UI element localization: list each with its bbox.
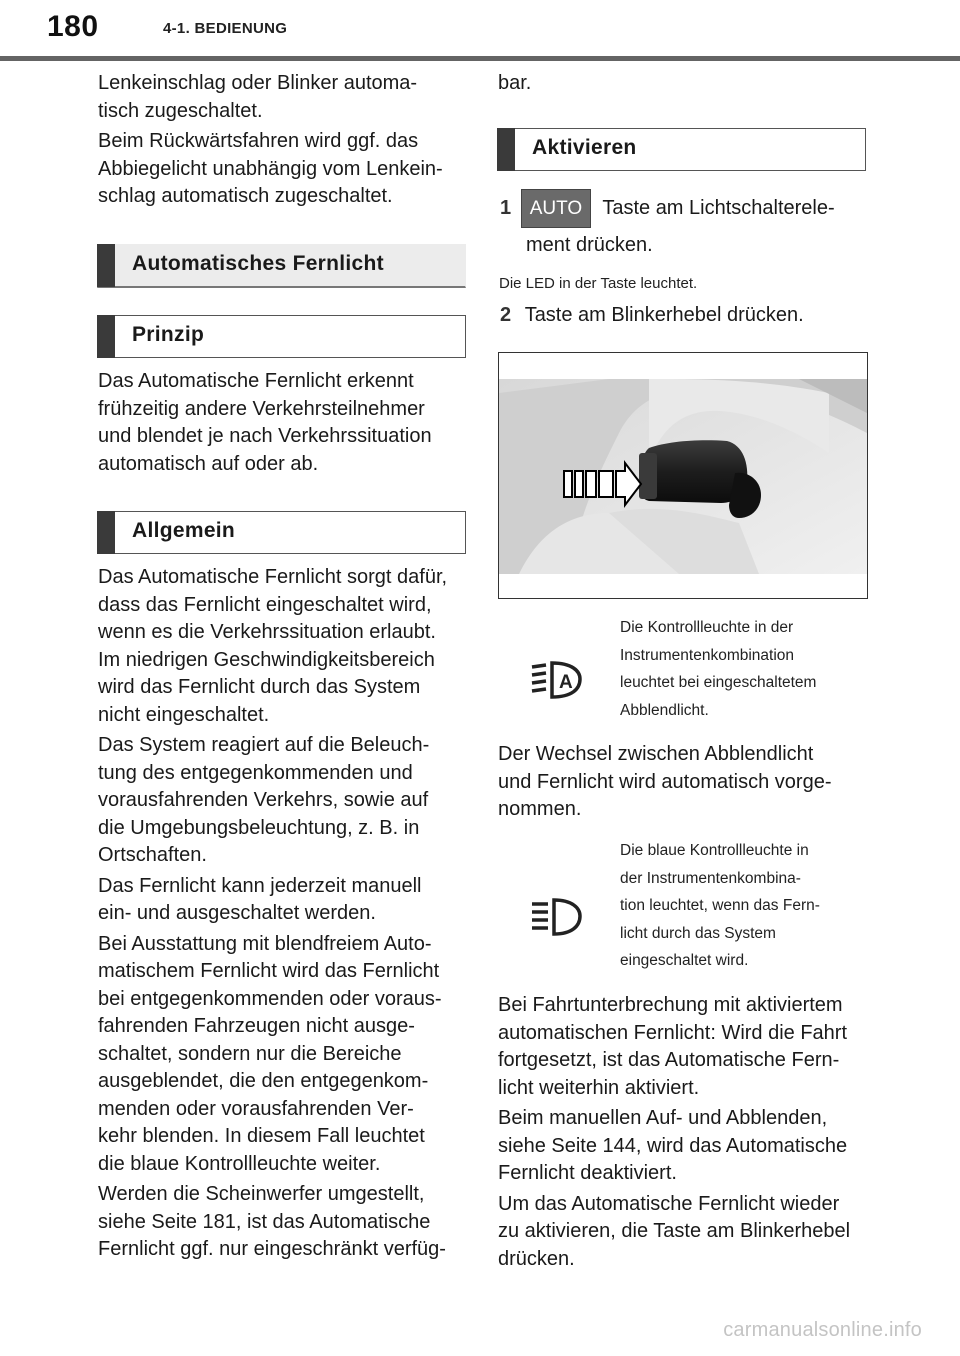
- section-heading-automatisches-fernlicht: [97, 244, 466, 288]
- text-line: die Umgebungsbeleuchtung, z. B. in: [98, 816, 420, 839]
- step-text: Taste am Blinkerhebel drücken.: [524, 304, 804, 326]
- text-line: Bei Fahrtunterbrechung mit aktiviertem: [498, 994, 843, 1016]
- auto-low-beam-icon-graphic: [528, 658, 584, 702]
- text-line: Beim manuellen Auf- und Abblenden,: [498, 1107, 828, 1129]
- text-line: Im niedrigen Geschwindigkeitsbereich: [98, 648, 435, 671]
- high-beam-indicator-icon: [530, 896, 584, 938]
- section-heading-aktivieren: [497, 128, 866, 171]
- text-line: die blaue Kontrollleuchte weiter.: [98, 1152, 381, 1175]
- text-line: und Fernlicht wird automatisch vorge-: [498, 770, 832, 793]
- text-line: Das Automatische Fernlicht erkennt: [98, 370, 414, 392]
- text-line: Beim Rückwärtsfahren wird ggf. das: [98, 130, 419, 152]
- text-line: und blendet je nach Verkehrssituation: [98, 425, 432, 447]
- watermark: carmanualsonline.info: [723, 1319, 922, 1341]
- heading-bar: [97, 315, 115, 358]
- caption-line: Instrumentenkombination: [620, 646, 795, 664]
- wechsel-paragraph: [498, 741, 878, 824]
- text-line: siehe Seite 144, wird das Automatische: [498, 1134, 848, 1157]
- prinzip-text: [98, 368, 468, 478]
- step-number: 2: [500, 304, 512, 326]
- text-line: wenn es die Verkehrssituation erlaubt.: [98, 621, 436, 643]
- text-line: vorausfahrenden Verkehrs, sowie auf: [98, 789, 429, 811]
- text-line: frühzeitig andere Verkehrsteilnehmer: [98, 397, 425, 420]
- text-line: Fernlicht ggf. nur eingeschränkt verfüg-: [98, 1238, 446, 1260]
- heading-bar: [97, 244, 115, 287]
- text-line: bei entgegenkommenden oder voraus-: [98, 987, 442, 1010]
- text-line: Abbiegelicht unabhängig vom Lenkein-: [98, 157, 443, 180]
- auto-low-beam-indicator-icon: [528, 658, 584, 702]
- text-line: zu aktivieren, die Taste am Blinkerhebel: [498, 1220, 851, 1242]
- caption-line: Die blaue Kontrollleuchte in: [620, 842, 809, 859]
- page-number: 180: [47, 10, 99, 43]
- subsection-title: Prinzip: [132, 323, 205, 346]
- allgemein-text: [98, 564, 470, 1264]
- text-line: Das System reagiert auf die Beleuch-: [98, 734, 430, 756]
- text-line: fahrenden Fahrzeugen nicht ausge-: [98, 1015, 415, 1037]
- chapter-title: 4-1. BEDIENUNG: [163, 20, 288, 37]
- text-line: siehe Seite 181, ist das Automatische: [98, 1210, 431, 1233]
- text-line: licht weiterhin aktiviert.: [498, 1076, 700, 1099]
- caption-line: eingeschaltet wird.: [620, 952, 749, 969]
- continuation-text: bar.: [498, 72, 532, 94]
- step-number: 1: [500, 197, 512, 219]
- step-2: [500, 302, 804, 330]
- text-line: dass das Fernlicht eingeschaltet wird,: [98, 593, 432, 616]
- header-rule: [0, 56, 960, 61]
- text-line: automatischen Fernlicht: Wird die Fahrt: [498, 1021, 848, 1044]
- text-line: automatisch auf oder ab.: [98, 452, 319, 475]
- caption-line: leuchtet bei eingeschaltetem: [620, 674, 817, 691]
- high-beam-icon-graphic: [530, 896, 584, 938]
- left-intro: [98, 70, 468, 211]
- caption-line: Die Kontrollleuchte in der: [620, 619, 794, 636]
- text-line: menden oder vorausfahrenden Ver-: [98, 1097, 414, 1120]
- text-line: ausgeblendet, die den entgegenkom-: [98, 1070, 429, 1092]
- text-line: ein- und ausgeschaltet werden.: [98, 902, 376, 924]
- subsection-title: Allgemein: [132, 519, 236, 542]
- text-line: drücken.: [498, 1247, 575, 1270]
- caption-line: der Instrumentenkombina-: [620, 869, 801, 887]
- section-title: Automatisches Fernlicht: [132, 252, 384, 275]
- text-line: Der Wechsel zwischen Abblendlicht: [498, 743, 814, 765]
- text-line: fortgesetzt, ist das Automatische Fern-: [498, 1049, 840, 1071]
- lever-illustration: [498, 352, 868, 599]
- text-line: Um das Automatische Fernlicht wieder: [498, 1192, 840, 1215]
- step-1-note: Die LED in der Taste leuchtet.: [499, 275, 698, 292]
- lever-illustration-graphic: [499, 353, 867, 598]
- text-line: kehr blenden. In diesem Fall leuchtet: [98, 1125, 425, 1147]
- text-line: Lenkeinschlag oder Blinker automa-: [98, 72, 418, 94]
- step-1: [500, 189, 880, 228]
- text-line: schlag automatisch zugeschaltet.: [98, 185, 393, 207]
- indicator-1-caption: [620, 614, 880, 724]
- text-line: Fernlicht deaktiviert.: [498, 1162, 677, 1184]
- text-line: matischem Fernlicht wird das Fernlicht: [98, 960, 440, 982]
- auto-key-icon: AUTO: [521, 189, 591, 228]
- heading-bar: [97, 511, 115, 554]
- text-line: nommen.: [498, 798, 582, 820]
- text-line: wird das Fernlicht durch das System: [98, 676, 421, 698]
- indicator-2-caption: [620, 837, 880, 975]
- caption-line: licht durch das System: [620, 924, 776, 942]
- text-line: Bei Ausstattung mit blendfreiem Auto-: [98, 932, 432, 955]
- step-1-continued: ment drücken.: [526, 234, 653, 256]
- subsection-heading-prinzip: [97, 315, 466, 358]
- step-text: Taste am Lichtschalterele-: [602, 197, 835, 219]
- heading-bar: [497, 128, 515, 171]
- text-line: tisch zugeschaltet.: [98, 99, 263, 122]
- svg-text:A: A: [559, 672, 573, 693]
- text-line: nicht eingeschaltet.: [98, 703, 270, 726]
- section-title: Aktivieren: [532, 136, 637, 159]
- text-line: Das Fernlicht kann jederzeit manuell: [98, 874, 422, 897]
- subsection-heading-allgemein: [97, 511, 466, 554]
- text-line: schaltet, sondern nur die Bereiche: [98, 1042, 402, 1065]
- caption-line: tion leuchtet, wenn das Fern-: [620, 897, 820, 914]
- text-line: Das Automatische Fernlicht sorgt dafür,: [98, 566, 448, 588]
- text-line: Ortschaften.: [98, 844, 207, 866]
- closing-text: [498, 992, 882, 1273]
- caption-line: Abblendlicht.: [620, 701, 709, 719]
- text-line: tung des entgegenkommenden und: [98, 761, 413, 784]
- text-line: Werden die Scheinwerfer umgestellt,: [98, 1183, 425, 1205]
